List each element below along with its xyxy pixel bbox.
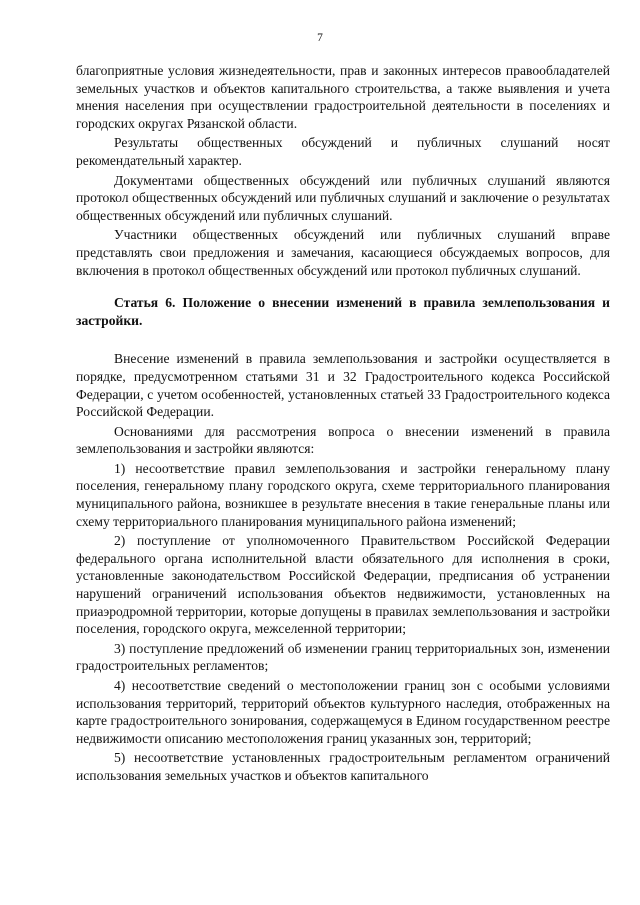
paragraph-grounds: Основаниями для рассмотрения вопроса о внесении изменений в правила землепользования и застройки являются: [76,423,610,457]
paragraph-amendments: Внесение изменений в правила землепользования и застройки осуществляется в порядке, предусмотренном статьями 31 и 32 Градостроительного кодекса Российской Федерации, с учетом особенностей, установленных статьей 33 Градостроительного кодекса Российской Федерации. [76,351,610,420]
list-item-3: 3) поступление предложений об изменении границ территориальных зон, изменении градостроительных регламентов; [76,640,610,674]
page-number: 7 [317,32,323,44]
article-heading: Статья 6. Положение о внесении изменений в правила землепользования и застройки. [76,295,610,328]
paragraph-documents: Документами общественных обсуждений или публичных слушаний являются протокол общественных обсуждений или публичных слушаний и заключение о результатах общественных обсуждений или публичных слушаний. [76,172,610,223]
paragraph-results: Результаты общественных обсуждений и публичных слушаний носят рекомендательный характер. [76,135,610,168]
list-item-5: 5) несоответствие установленных градостроительным регламентом ограничений использования земельных участков и объектов капитального [76,750,610,783]
list-item-4: 4) несоответствие сведений о местоположении границ зон с особыми условиями использования территорий, территорий объектов культурного наследия, отображенных на карте градостроительного зонирования, содержащемуся в Едином государственном реестре недвижимости описанию местоположения границ указанных зон, территорий; [76,678,610,746]
list-item-1: 1) несоответствие правил землепользования и застройки генеральному плану поселения, генеральному плану городского округа, схеме территориального планирования муниципального района, возникшее в результате внесения в такие генеральные планы или схему территориального планирования муниципального района изменений; [76,460,610,529]
list-item-2: 2) поступление от уполномоченного Правительством Российской Федерации федерального органа исполнительной власти обязательного для исполнения в сроки, установленные законодательством Российской Федерации, предписания об устранении нарушений ограничений использования объектов недвижимости, установленных на приаэродромной территории, которые допущены в правилах землепользования и застройки поселения, городского округа, межселенной территории; [76,533,610,637]
paragraph-continuation: благоприятные условия жизнедеятельности, прав и законных интересов правообладателей земельных участков и объектов капитального строительства, а также выявления и учета мнения населения при осуществлении градостроительной деятельности в поселениях и городских округах Рязанской области. [76,63,610,131]
paragraph-participants: Участники общественных обсуждений или публичных слушаний вправе представлять свои предложения и замечания, касающиеся обсуждаемых вопросов, для включения в протокол общественных обсуждений или протокол публичных слушаний. [76,227,610,278]
document-text [76,62,610,787]
